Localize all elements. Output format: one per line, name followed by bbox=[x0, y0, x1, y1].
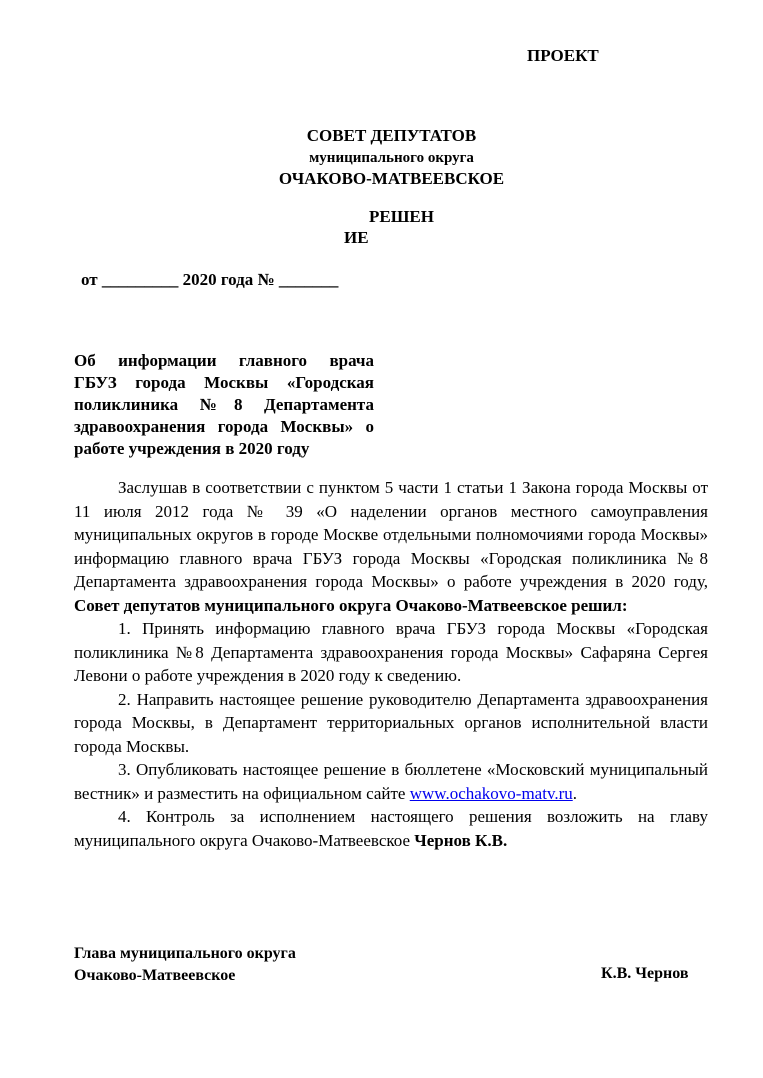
district-name: ОЧАКОВО-МАТВЕЕВСКОЕ bbox=[278, 169, 505, 188]
signature-title bbox=[74, 943, 296, 987]
preamble-paragraph bbox=[74, 476, 708, 617]
item-3-end: . bbox=[572, 783, 577, 803]
item-3-text: 3. Опубликовать настоящее решение в бюллетене «Московский муниципальный вестник» и разместить на официальном сайте bbox=[74, 760, 708, 803]
council-title: СОВЕТ ДЕПУТАТОВ bbox=[306, 126, 477, 145]
signature-name: К.В. Чернов bbox=[601, 965, 689, 982]
project-stamp: ПРОЕКТ bbox=[527, 46, 599, 65]
decision-heading-part2: ИЕ bbox=[344, 228, 369, 247]
item-4-name: Чернов К.В. bbox=[414, 830, 508, 850]
subject-line: Об информации главного врача bbox=[74, 351, 374, 370]
decision-item-1: 1. Принять информацию главного врача ГБУЗ города Москвы «Городская поликлиника №8 Департамента здравоохранения города Москвы» Сафаряна Сергея Левони о работе учреждения в 2020 году к сведению. bbox=[74, 619, 708, 685]
item-4-text: 4. Контроль за исполнением настоящего решения возложить на главу муниципального округа Очаково-Матвеевское bbox=[74, 807, 708, 850]
subject-line: работе учреждения в 2020 году bbox=[74, 439, 310, 458]
subject-line: ГБУЗ города Москвы «Городская bbox=[74, 373, 374, 392]
decision-item-2: 2. Направить настоящее решение руководителю Департамента здравоохранения города Москвы, в Департамент территориальных органов исполнительной власти города Москвы. bbox=[74, 689, 708, 756]
preamble-resolution: Совет депутатов муниципального округа Очаково-Матвеевское решил: bbox=[74, 595, 628, 615]
subject-line: здравоохранения города Москвы» о bbox=[74, 417, 374, 436]
decision-subject bbox=[74, 350, 374, 460]
decision-heading-part1: РЕШЕН bbox=[369, 207, 434, 226]
decision-body bbox=[74, 476, 708, 852]
signature-title-line1: Глава муниципального округа bbox=[74, 945, 296, 962]
preamble-text: Заслушав в соответствии с пунктом 5 части 1 статьи 1 Закона города Москвы от 11 июля 2012 года № 39 «О наделении органов местного самоуправления муниципальных округов в городе Москве отдельными полномочиями города Москвы» информацию главного врача ГБУЗ города Москвы «Городская поликлиника №8 Департамента здравоохранения города Москвы» о работе учреждения в 2020 году, bbox=[74, 478, 708, 591]
decision-item-3 bbox=[74, 758, 708, 805]
signature-title-line2: Очаково-Матвеевское bbox=[74, 967, 236, 984]
official-site-link[interactable]: www.ochakovo-matv.ru bbox=[409, 783, 573, 803]
subject-line: поликлиника №8 Департамента bbox=[74, 395, 374, 414]
decision-date-number: от _________ 2020 года № _______ bbox=[81, 270, 339, 289]
decision-item-4 bbox=[74, 805, 708, 852]
council-subtitle: муниципального округа bbox=[309, 150, 474, 166]
